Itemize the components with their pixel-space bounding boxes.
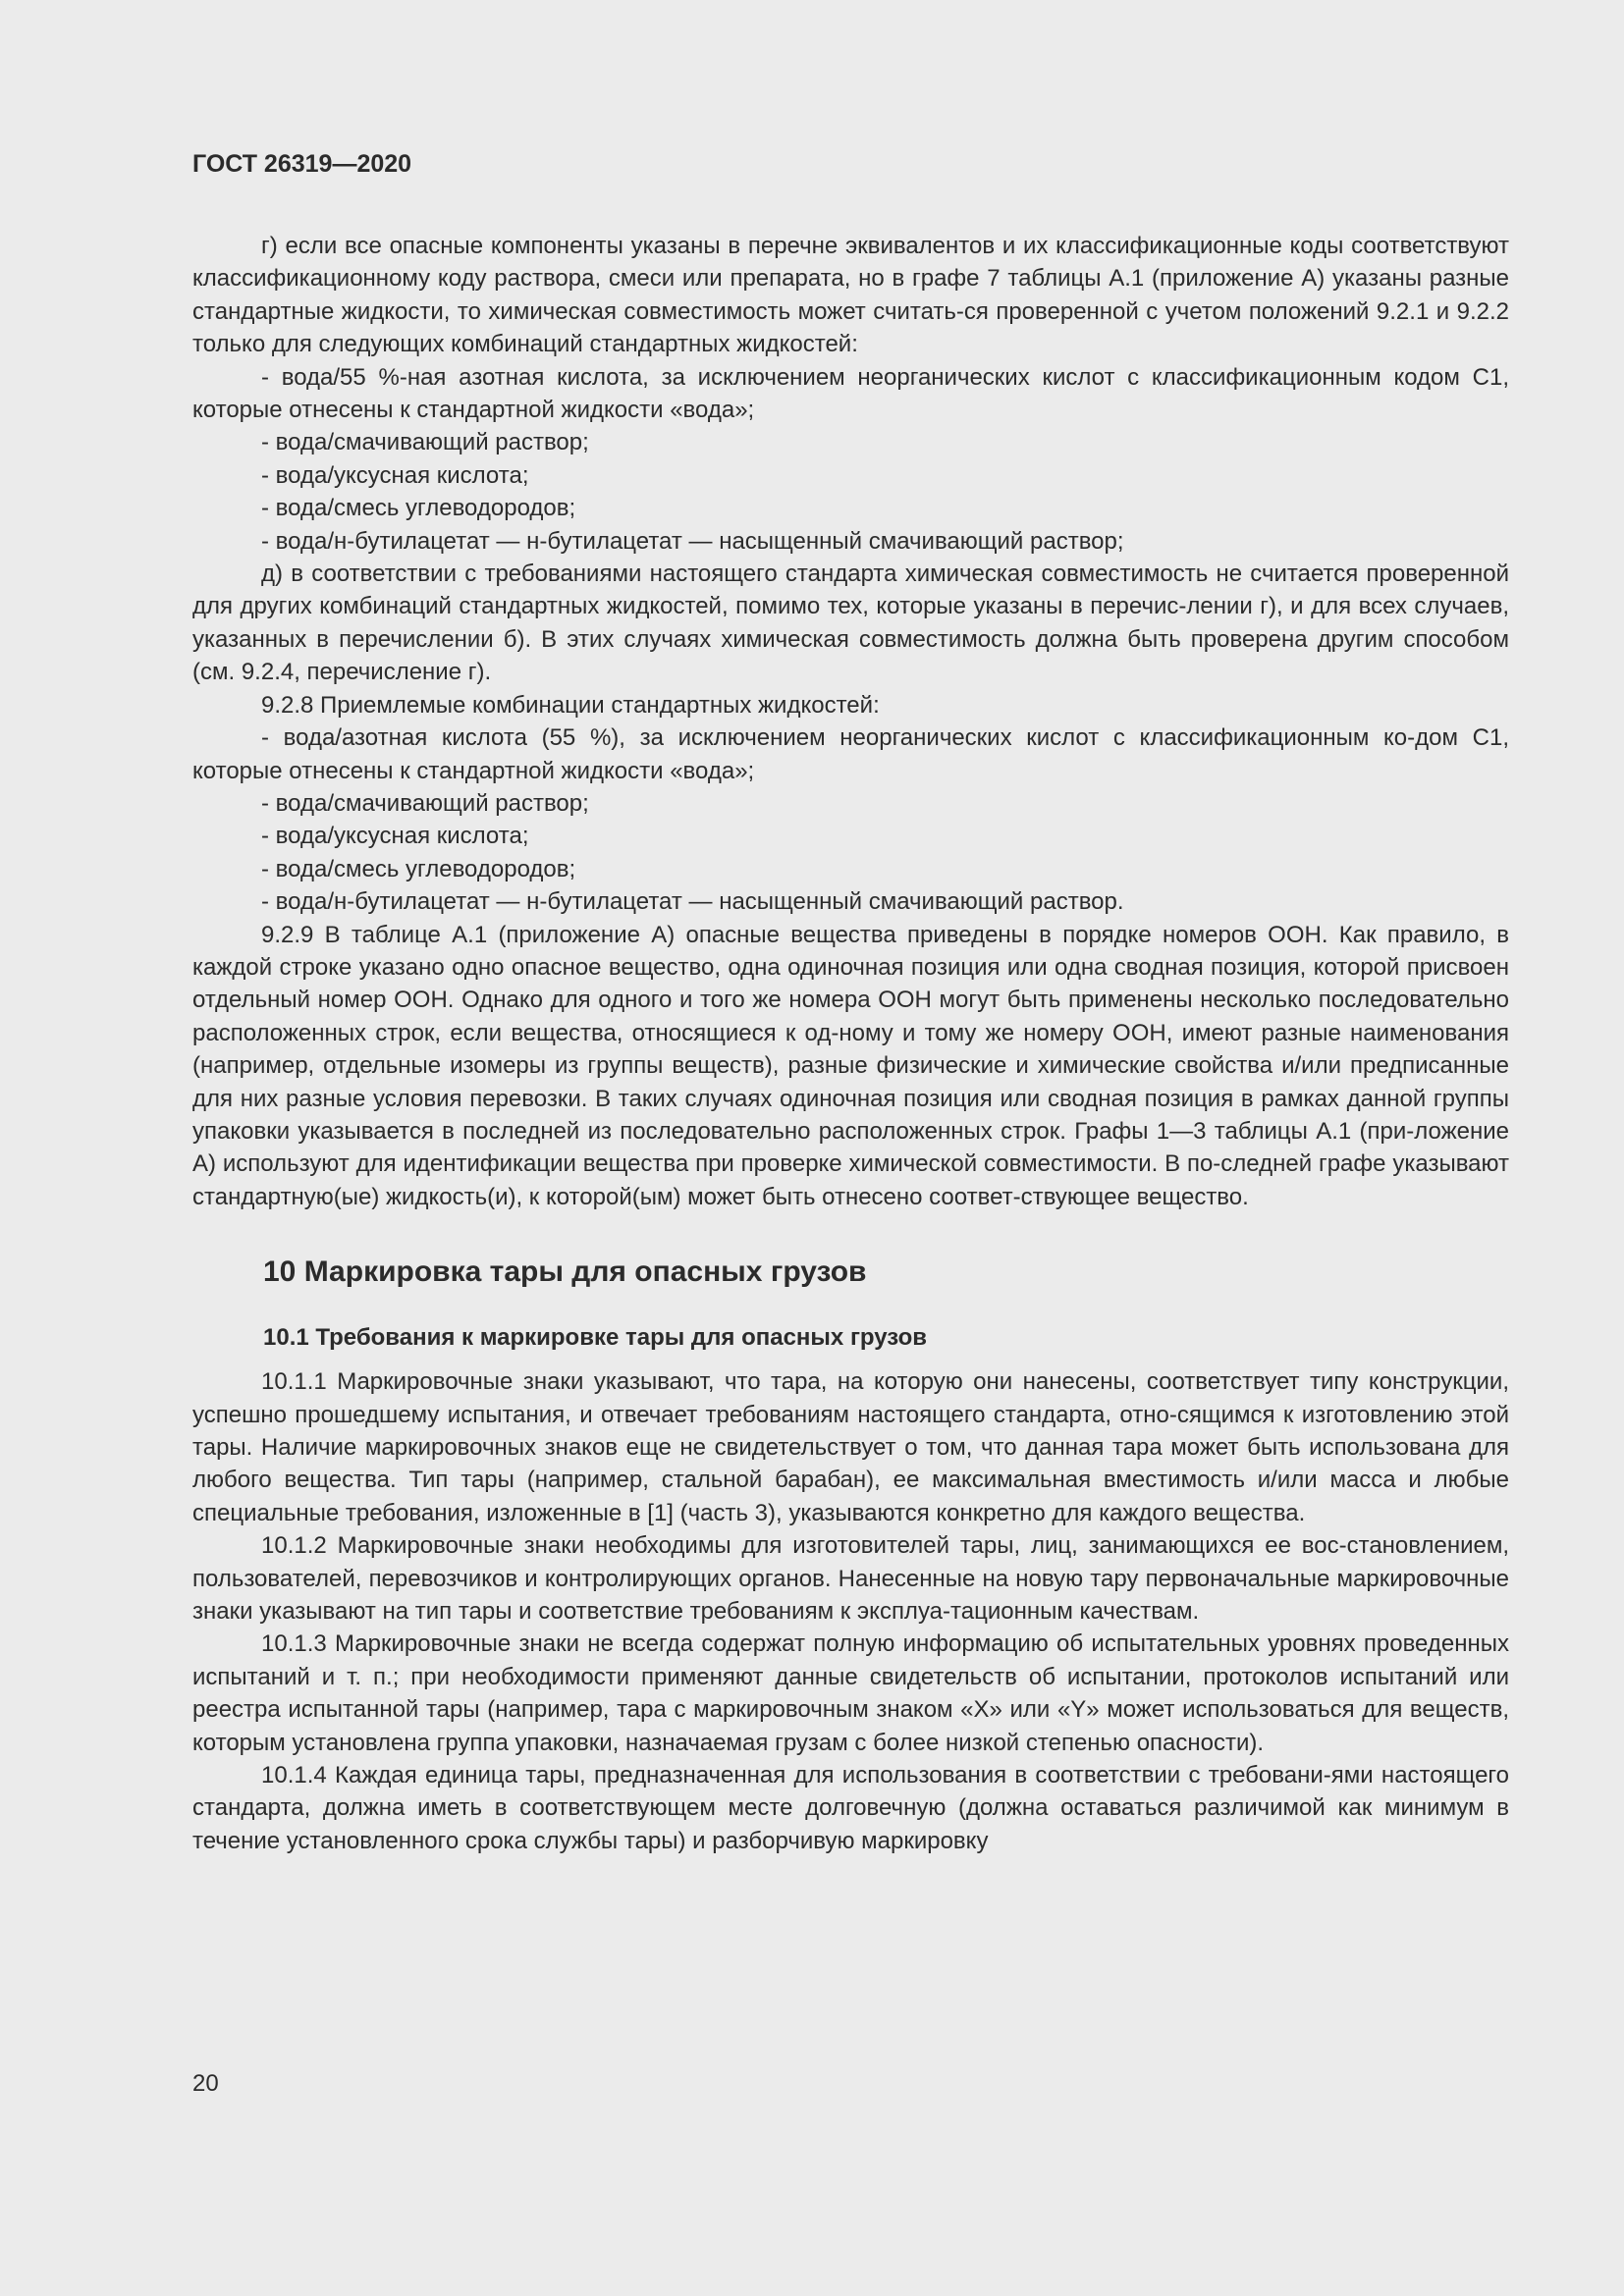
list-item: - вода/смачивающий раствор; [261, 429, 589, 456]
page-number: 20 [192, 2070, 219, 2097]
paragraph: 10.1.2 Маркировочные знаки необходимы для изготовителей тары, лиц, занимающихся ее вос-становлением, пользователей, перевозчиков и контролирующих органов. Нанесенные на новую тару первоначальные маркировочные знаки указывают на тип тары и соответствие требованиям к эксплуа-тационным качествам. [192, 1532, 1509, 1626]
list-item: - вода/смесь углеводородов; [261, 495, 576, 522]
paragraph: 10.1.4 Каждая единица тары, предназначенная для использования в соответствии с требовани-ями настоящего стандарта, должна иметь в соответствующем месте долговечную (должна оставаться различимой как минимум в течение установленного срока службы тары) и разборчивую маркировку [192, 1762, 1509, 1854]
document-page [192, 147, 1509, 1857]
list-item: - вода/уксусная кислота; [261, 461, 529, 489]
text-block-2 [192, 1365, 1509, 1857]
paragraph: 10.1.1 Маркировочные знаки указывают, что тара, на которую они нанесены, соответствует типу конструкции, успешно прошедшему испытания, и отвечает требованиям настоящего стандарта, отно-сящимся к изготовлению этой тары. Наличие маркировочных знаков еще не свидетельствует о том, что данная тара может быть использована для любого вещества. Тип тары (например, стальной барабан), ее максимальная вместимость и/или масса и любые специальные требования, изложенные в [1] (часть 3), указываются конкретно для каждого вещества. [192, 1368, 1509, 1526]
subsection-heading: 10.1 Требования к маркировке тары для опасных грузов [263, 1324, 928, 1352]
list-item: - вода/н-бутилацетат — н-бутилацетат — насыщенный смачивающий раствор; [261, 527, 1124, 555]
list-item: - вода/смесь углеводородов; [261, 855, 576, 882]
paragraph: 9.2.9 В таблице А.1 (приложение А) опасные вещества приведены в порядке номеров ООН. Как правило, в каждой строке указано одно опасное вещество, одна одиночная позиция или одна сводная позиция, которой присвоен отдельный номер ООН. Однако для одного и того же номера ООН могут быть применены несколько последовательно расположенных строк, если вещества, относящиеся к од-ному и тому же номеру ООН, имеют разные наименования (например, отдельные изомеры из группы веществ), разные физические и химические свойства и/или предписанные для них разные условия перевозки. В таких случаях одиночная позиция или сводная позиция в рамках данной группы упаковки указывается в последней из последовательно расположенных строк. Графы 1—3 таблицы А.1 (при-ложение А) используют для идентификации вещества при проверке химической совместимости. В по-следней графе указывают стандартную(ые) жидкость(и), к которой(ым) может быть отнесено соответ-ствующее вещество. [192, 921, 1509, 1210]
text-block-1 [192, 230, 1509, 1213]
list-item: - вода/уксусная кислота; [261, 823, 529, 850]
list-item: - вода/смачивающий раствор; [261, 789, 589, 817]
list-item: - вода/азотная кислота (55 %), за исключением неорганических кислот с классификационным ко-дом С1, которые отнесены к стандартной жидкости «вода»; [192, 724, 1509, 784]
list-item: - вода/н-бутилацетат — н-бутилацетат — насыщенный смачивающий раствор. [261, 888, 1124, 916]
paragraph: 9.2.8 Приемлемые комбинации стандартных жидкостей: [261, 691, 880, 719]
list-item: - вода/55 %-ная азотная кислота, за исключением неорганических кислот с классификационным кодом С1, которые отнесены к стандартной жидкости «вода»; [192, 363, 1509, 424]
paragraph: д) в соответствии с требованиями настоящего стандарта химическая совместимость не считается проверенной для других комбинаций стандартных жидкостей, помимо тех, которые указаны в перечис-лении г), и для всех случаев, указанных в перечислении б). В этих случаях химическая совместимость должна быть проверена другим способом (см. 9.2.4, перечисление г). [192, 561, 1509, 686]
section-heading: 10 Маркировка тары для опасных грузов [263, 1255, 867, 1289]
paragraph: г) если все опасные компоненты указаны в перечне эквивалентов и их классификационные коды соответствуют классификационному коду раствора, смеси или препарата, но в графе 7 таблицы А.1 (приложение А) указаны разные стандартные жидкости, то химическая совместимость может считать-ся проверенной с учетом положений 9.2.1 и 9.2.2 только для следующих комбинаций стандартных жидкостей: [192, 233, 1509, 358]
document-header: ГОСТ 26319—2020 [192, 150, 412, 178]
paragraph: 10.1.3 Маркировочные знаки не всегда содержат полную информацию об испытательных уровнях проведенных испытаний и т. п.; при необходимости применяют данные свидетельств об испытании, протоколов испытаний или реестра испытанной тары (например, тара с маркировочным знаком «X» или «Y» может использоваться для веществ, которым установлена группа упаковки, назначаемая грузам с более низкой степенью опасности). [192, 1630, 1509, 1756]
